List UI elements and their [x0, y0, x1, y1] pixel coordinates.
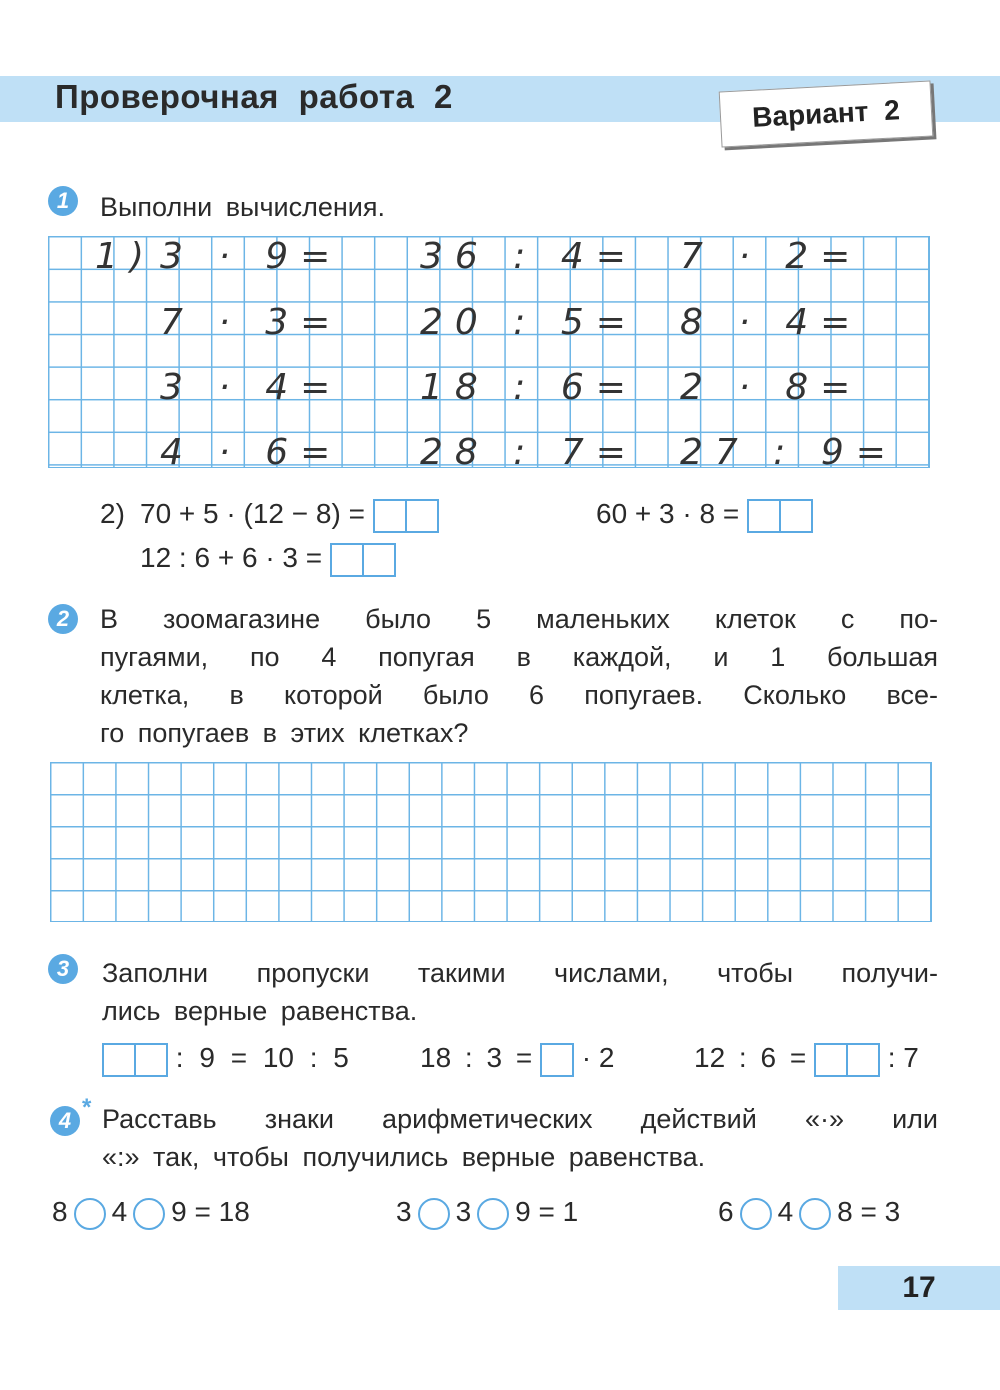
task-3-line-1: Заполни пропуски такими числами, чтобы получи- — [102, 958, 938, 988]
page-title: Проверочная работа 2 — [55, 78, 453, 115]
equation-3b — [420, 1042, 614, 1077]
expression-a-text: 70 + 5 · (12 − 8) = — [140, 498, 365, 529]
task-1-text: Выполни вычисления. — [100, 192, 385, 222]
blank-boxes-3c[interactable] — [814, 1043, 880, 1077]
task-4-number: 4 — [50, 1106, 80, 1136]
task-3-number: 3 — [48, 954, 78, 984]
equation-3b-left: 18 : 3 = — [420, 1042, 533, 1073]
task-2-text — [100, 600, 938, 752]
expression-b-text: 60 + 3 · 8 = — [596, 498, 740, 529]
task-1-part1-label: 1) — [95, 236, 156, 277]
task-4-line-1: Расставь знаки арифметических действий «·» или — [102, 1104, 938, 1134]
equation-4a — [52, 1196, 250, 1230]
eq4b-n2: 3 — [455, 1196, 472, 1227]
task-2-line-2: пугаями, по 4 попугая в каждой, и 1 большая — [100, 642, 938, 672]
equation-3a-text: : 9 = 10 : 5 — [175, 1042, 349, 1073]
equation-3a — [102, 1042, 349, 1077]
expression-c — [140, 542, 396, 577]
calc-r1-c3: 7 · 2= — [680, 236, 863, 277]
sign-circle[interactable] — [740, 1198, 772, 1230]
eq4b-rest: 9 = 1 — [515, 1196, 579, 1227]
eq4a-rest: 9 = 18 — [171, 1196, 250, 1227]
task-2-line-4: го попугаев в этих клетках? — [100, 718, 469, 748]
blank-box-3b[interactable] — [540, 1043, 574, 1077]
task-1-part2-label: 2) — [100, 498, 125, 529]
calc-r3-c2: 18 : 6= — [420, 367, 638, 408]
task-2-line-3: клетка, в которой было 6 попугаев. Сколько все- — [100, 680, 938, 710]
task-4-text — [102, 1100, 938, 1176]
task-4-line-2: «:» так, чтобы получились верные равенства. — [102, 1142, 706, 1172]
calc-r3-c3: 2 · 8= — [680, 367, 863, 408]
calc-r2-c3: 8 · 4= — [680, 302, 863, 343]
answer-boxes-b[interactable] — [747, 499, 813, 533]
sign-circle[interactable] — [477, 1198, 509, 1230]
answer-boxes-a[interactable] — [373, 499, 439, 533]
sign-circle[interactable] — [133, 1198, 165, 1230]
page-number: 17 — [838, 1266, 1000, 1310]
equation-3b-right: · 2 — [581, 1042, 615, 1073]
calc-r1-c1: 3 · 9= — [160, 236, 343, 277]
calc-r1-c2: 36 : 4= — [420, 236, 638, 277]
eq4a-n1: 8 — [52, 1196, 68, 1227]
equation-3c-left: 12 : 6 = — [694, 1042, 807, 1073]
blank-boxes-3a[interactable] — [102, 1043, 168, 1077]
equation-3c — [694, 1042, 919, 1077]
eq4a-n2: 4 — [111, 1196, 128, 1227]
sign-circle[interactable] — [799, 1198, 831, 1230]
variant-label: Вариант 2 — [719, 80, 934, 147]
equation-4b — [396, 1196, 578, 1230]
calc-r3-c1: 3 · 4= — [160, 367, 343, 408]
calc-r2-c2: 20 : 5= — [420, 302, 638, 343]
sign-circle[interactable] — [74, 1198, 106, 1230]
task-2-number: 2 — [48, 604, 78, 634]
calc-r4-c2: 28 : 7= — [420, 432, 638, 473]
eq4b-n1: 3 — [396, 1196, 412, 1227]
task-3-text — [102, 954, 938, 1030]
equation-4c — [718, 1196, 900, 1230]
task-1-number: 1 — [48, 186, 78, 216]
calc-r4-c1: 4 · 6= — [160, 432, 343, 473]
task-3-line-2: лись верные равенства. — [102, 996, 418, 1026]
star-icon: * — [82, 1094, 92, 1121]
eq4c-n2: 4 — [777, 1196, 794, 1227]
equation-3c-right: : 7 — [887, 1042, 919, 1073]
eq4c-n1: 6 — [718, 1196, 734, 1227]
task-2-answer-grid[interactable] — [50, 762, 932, 922]
sign-circle[interactable] — [418, 1198, 450, 1230]
task-2-line-1: В зоомагазине было 5 маленьких клеток с по- — [100, 604, 938, 634]
calc-r4-c3: 27 : 9= — [680, 432, 898, 473]
eq4c-rest: 8 = 3 — [837, 1196, 901, 1227]
expression-b — [596, 498, 813, 533]
calc-r2-c1: 7 · 3= — [160, 302, 343, 343]
answer-boxes-c[interactable] — [330, 543, 396, 577]
expression-c-text: 12 : 6 + 6 · 3 = — [140, 542, 323, 573]
expression-a — [140, 498, 439, 533]
